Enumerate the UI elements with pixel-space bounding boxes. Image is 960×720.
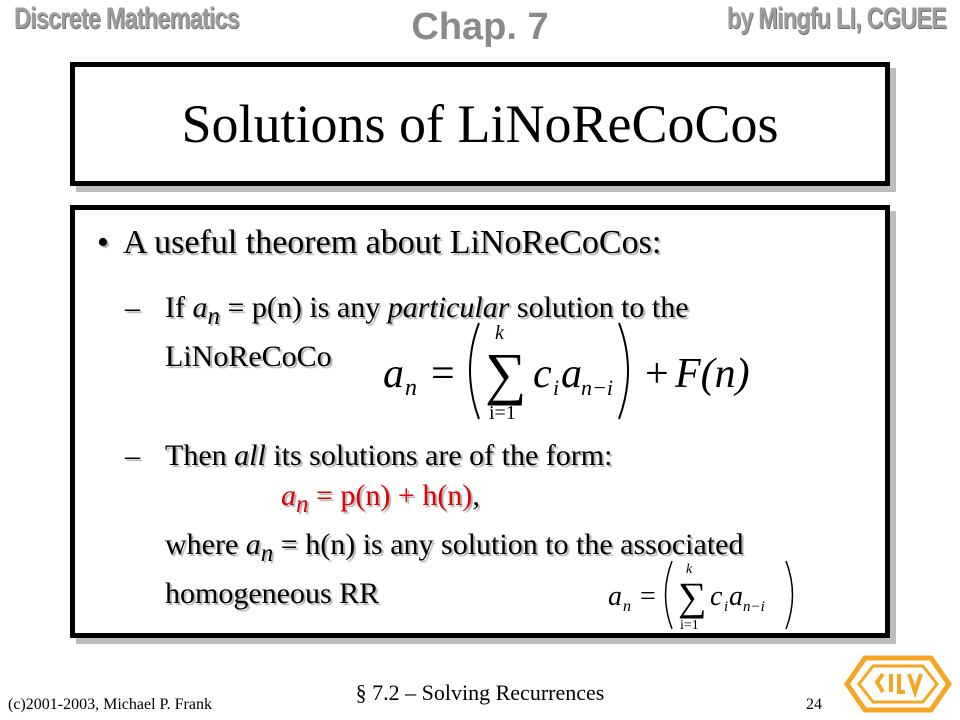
general-solution-formula: $a_n = p(n) + h(n)$, xyxy=(281,479,480,518)
sigma-icon: ∑ xyxy=(485,341,527,406)
svg-text:c: c xyxy=(533,351,552,397)
svg-text:n: n xyxy=(623,598,631,615)
svg-text:i: i xyxy=(553,375,560,400)
svg-text:+: + xyxy=(645,351,669,397)
svg-text:i=1: i=1 xyxy=(680,618,699,633)
svg-text:a: a xyxy=(561,351,582,397)
page-number: 24 xyxy=(806,696,822,713)
sub-item-if-text: If $a_n = p(n)$ is any particular solution to the LiNoReCoCo xyxy=(165,291,689,373)
course-title: Discrete Mathematics xyxy=(14,2,240,35)
bullet-text: A useful theorem about LiNoReCoCos: xyxy=(123,224,662,261)
svg-text:F(n): F(n) xyxy=(675,351,750,397)
footer-copyright: (c)2001-2003, Michael P. Frank xyxy=(8,696,212,713)
svg-text:=: = xyxy=(431,351,455,397)
svg-text:a: a xyxy=(729,581,743,612)
svg-text:i=1: i=1 xyxy=(489,402,516,424)
svg-text:k: k xyxy=(495,322,504,344)
slide-title: Solutions of LiNoReCoCos xyxy=(181,94,779,154)
svg-text:n−i: n−i xyxy=(743,599,765,615)
svg-text:a: a xyxy=(383,351,404,397)
dash-icon: – xyxy=(125,291,140,324)
dash-icon: – xyxy=(125,439,140,472)
svg-text:=: = xyxy=(640,581,656,612)
svg-text:a: a xyxy=(608,581,622,612)
svg-text:n−i: n−i xyxy=(581,375,613,400)
svg-text:k: k xyxy=(686,562,693,577)
linorecoco-equation xyxy=(383,315,763,425)
author-label: by Mingfu LI, CGUEE xyxy=(726,2,946,35)
sigma-icon: ∑ xyxy=(678,574,707,619)
svg-text:i: i xyxy=(724,599,729,615)
bullet-item xyxy=(97,224,661,262)
footer-section: § 7.2 – Solving Recurrences xyxy=(355,680,605,705)
sub-item-then-text: Then all its solutions are of the form: $a_n = p(n) + h(n)$, where $a_n = h(n)$ is any solution to the associated homogeneous RR xyxy=(165,436,865,614)
bullet-dot-icon: • xyxy=(97,224,109,261)
svg-text:c: c xyxy=(710,581,723,612)
homogeneous-equation xyxy=(608,557,808,633)
title-box xyxy=(70,62,890,186)
university-logo-icon xyxy=(843,652,953,716)
svg-text:n: n xyxy=(405,375,417,401)
chapter-label: Chap. 7 xyxy=(411,6,549,48)
